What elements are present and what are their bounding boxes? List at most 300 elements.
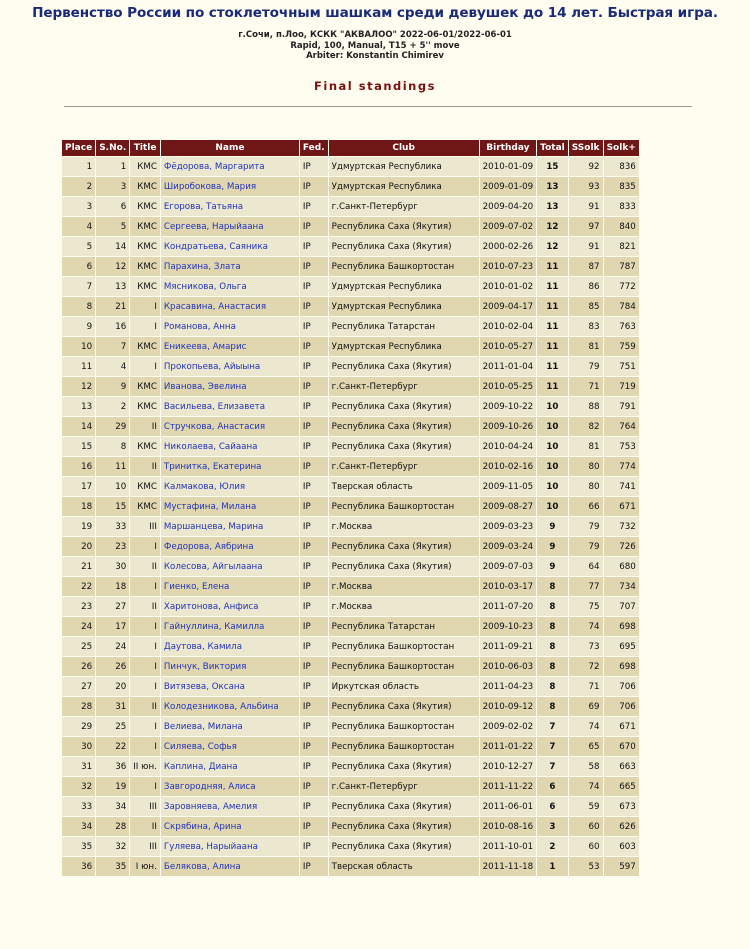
cell-place: 17: [62, 477, 95, 496]
player-name-link[interactable]: Калмакова, Юлия: [161, 477, 299, 496]
cell-sno: 30: [96, 557, 129, 576]
cell-title: I: [130, 577, 160, 596]
cell-place: 25: [62, 637, 95, 656]
cell-sno: 19: [96, 777, 129, 796]
cell-total: 11: [537, 357, 568, 376]
player-name-link[interactable]: Парахина, Злата: [161, 257, 299, 276]
cell-place: 24: [62, 617, 95, 636]
cell-solk-plus: 734: [604, 577, 639, 596]
cell-solk-plus: 670: [604, 737, 639, 756]
cell-birthday: 2009-03-24: [480, 537, 537, 556]
cell-total: 3: [537, 817, 568, 836]
cell-club: г.Москва: [329, 597, 479, 616]
cell-birthday: 2009-01-09: [480, 177, 537, 196]
cell-solk-plus: 835: [604, 177, 639, 196]
cell-solk-plus: 833: [604, 197, 639, 216]
player-name-link[interactable]: Кондратьева, Саяника: [161, 237, 299, 256]
cell-birthday: 2010-01-02: [480, 277, 537, 296]
cell-solk-plus: 698: [604, 657, 639, 676]
cell-place: 20: [62, 537, 95, 556]
cell-solk-plus: 787: [604, 257, 639, 276]
col-header-solk-plus: Solk+: [604, 140, 639, 156]
cell-sno: 25: [96, 717, 129, 736]
cell-club: Республика Саха (Якутия): [329, 417, 479, 436]
cell-ssolk: 74: [569, 717, 603, 736]
player-name-link[interactable]: Широбокова, Мария: [161, 177, 299, 196]
cell-title: II: [130, 557, 160, 576]
cell-title: I: [130, 537, 160, 556]
cell-club: г.Санкт-Петербург: [329, 197, 479, 216]
table-row: [62, 397, 639, 416]
cell-fed: IP: [300, 217, 328, 236]
cell-club: Республика Башкортостан: [329, 497, 479, 516]
cell-sno: 15: [96, 497, 129, 516]
table-row: [62, 417, 639, 436]
cell-ssolk: 60: [569, 837, 603, 856]
cell-sno: 31: [96, 697, 129, 716]
cell-title: КМС: [130, 237, 160, 256]
cell-club: Иркутская область: [329, 677, 479, 696]
cell-title: I юн.: [130, 857, 160, 876]
table-row: [62, 817, 639, 836]
player-name-link[interactable]: Пинчук, Виктория: [161, 657, 299, 676]
arbiter-line: Arbiter: Konstantin Chimirev: [306, 51, 444, 61]
player-name-link[interactable]: Колодезникова, Альбина: [161, 697, 299, 716]
cell-club: Республика Саха (Якутия): [329, 397, 479, 416]
cell-title: III: [130, 517, 160, 536]
cell-birthday: 2010-02-04: [480, 317, 537, 336]
table-row: [62, 517, 639, 536]
cell-club: Республика Саха (Якутия): [329, 837, 479, 856]
cell-title: I: [130, 317, 160, 336]
cell-ssolk: 64: [569, 557, 603, 576]
cell-solk-plus: 671: [604, 497, 639, 516]
cell-sno: 23: [96, 537, 129, 556]
cell-sno: 18: [96, 577, 129, 596]
cell-birthday: 2011-11-22: [480, 777, 537, 796]
player-name-link[interactable]: Егорова, Татьяна: [161, 197, 299, 216]
table-row: [62, 617, 639, 636]
cell-solk-plus: 626: [604, 817, 639, 836]
cell-birthday: 2009-03-23: [480, 517, 537, 536]
cell-ssolk: 79: [569, 357, 603, 376]
cell-total: 11: [537, 277, 568, 296]
cell-solk-plus: 774: [604, 457, 639, 476]
cell-title: КМС: [130, 197, 160, 216]
cell-sno: 21: [96, 297, 129, 316]
cell-sno: 20: [96, 677, 129, 696]
cell-total: 10: [537, 397, 568, 416]
cell-title: КМС: [130, 497, 160, 516]
cell-birthday: 2009-11-05: [480, 477, 537, 496]
cell-club: Республика Саха (Якутия): [329, 237, 479, 256]
player-name-link[interactable]: Фёдорова, Маргарита: [161, 157, 299, 176]
cell-sno: 24: [96, 637, 129, 656]
cell-sno: 8: [96, 437, 129, 456]
cell-club: Республика Татарстан: [329, 617, 479, 636]
cell-birthday: 2009-10-26: [480, 417, 537, 436]
cell-place: 34: [62, 817, 95, 836]
cell-total: 2: [537, 837, 568, 856]
cell-birthday: 2011-06-01: [480, 797, 537, 816]
cell-solk-plus: 695: [604, 637, 639, 656]
cell-total: 7: [537, 757, 568, 776]
cell-fed: IP: [300, 277, 328, 296]
player-name-link[interactable]: Федорова, Аябрина: [161, 537, 299, 556]
cell-fed: IP: [300, 737, 328, 756]
cell-total: 12: [537, 217, 568, 236]
cell-total: 10: [537, 457, 568, 476]
cell-title: II: [130, 417, 160, 436]
cell-solk-plus: 597: [604, 857, 639, 876]
cell-birthday: 2010-05-27: [480, 337, 537, 356]
cell-ssolk: 80: [569, 457, 603, 476]
player-name-link[interactable]: Завгородняя, Алиса: [161, 777, 299, 796]
player-name-link[interactable]: Мустафина, Милана: [161, 497, 299, 516]
cell-birthday: 2010-03-17: [480, 577, 537, 596]
cell-total: 8: [537, 577, 568, 596]
cell-title: КМС: [130, 337, 160, 356]
cell-fed: IP: [300, 177, 328, 196]
player-name-link[interactable]: Сергеева, Нарыйаана: [161, 217, 299, 236]
divider: [64, 106, 692, 107]
cell-total: 8: [537, 637, 568, 656]
cell-ssolk: 83: [569, 317, 603, 336]
player-name-link[interactable]: Иванова, Эвелина: [161, 377, 299, 396]
col-header-name: Name: [161, 140, 299, 156]
table-row: [62, 697, 639, 716]
cell-total: 8: [537, 617, 568, 636]
cell-title: I: [130, 637, 160, 656]
cell-place: 28: [62, 697, 95, 716]
cell-fed: IP: [300, 257, 328, 276]
col-header-ssolk: SSolk: [569, 140, 603, 156]
player-name-link[interactable]: Тринитка, Екатерина: [161, 457, 299, 476]
cell-place: 12: [62, 377, 95, 396]
cell-club: Республика Саха (Якутия): [329, 797, 479, 816]
cell-place: 31: [62, 757, 95, 776]
cell-ssolk: 79: [569, 517, 603, 536]
cell-ssolk: 92: [569, 157, 603, 176]
cell-club: Республика Саха (Якутия): [329, 537, 479, 556]
cell-place: 4: [62, 217, 95, 236]
cell-place: 6: [62, 257, 95, 276]
cell-birthday: 2010-04-24: [480, 437, 537, 456]
cell-birthday: 2009-02-02: [480, 717, 537, 736]
table-row: [62, 457, 639, 476]
cell-title: КМС: [130, 277, 160, 296]
cell-club: Республика Башкортостан: [329, 637, 479, 656]
player-name-link[interactable]: Даутова, Камила: [161, 637, 299, 656]
cell-birthday: 2010-07-23: [480, 257, 537, 276]
cell-fed: IP: [300, 417, 328, 436]
cell-place: 2: [62, 177, 95, 196]
cell-total: 8: [537, 697, 568, 716]
col-header-fed: Fed.: [300, 140, 328, 156]
cell-sno: 32: [96, 837, 129, 856]
player-name-link[interactable]: Скрябина, Арина: [161, 817, 299, 836]
cell-sno: 16: [96, 317, 129, 336]
cell-club: Республика Башкортостан: [329, 717, 479, 736]
cell-sno: 10: [96, 477, 129, 496]
table-row: [62, 657, 639, 676]
cell-title: КМС: [130, 177, 160, 196]
cell-ssolk: 88: [569, 397, 603, 416]
cell-fed: IP: [300, 157, 328, 176]
cell-place: 8: [62, 297, 95, 316]
cell-total: 10: [537, 437, 568, 456]
table-row: [62, 197, 639, 216]
cell-birthday: 2011-09-21: [480, 637, 537, 656]
player-name-link[interactable]: Гуляева, Нарыйаана: [161, 837, 299, 856]
table-row: [62, 177, 639, 196]
cell-birthday: 2009-10-22: [480, 397, 537, 416]
cell-fed: IP: [300, 577, 328, 596]
cell-ssolk: 75: [569, 597, 603, 616]
cell-ssolk: 53: [569, 857, 603, 876]
cell-sno: 5: [96, 217, 129, 236]
cell-solk-plus: 772: [604, 277, 639, 296]
cell-fed: IP: [300, 537, 328, 556]
col-header-birthday: Birthday: [480, 140, 537, 156]
cell-fed: IP: [300, 197, 328, 216]
table-row: [62, 637, 639, 656]
cell-fed: IP: [300, 397, 328, 416]
cell-birthday: 2011-01-04: [480, 357, 537, 376]
table-row: [62, 317, 639, 336]
cell-solk-plus: 671: [604, 717, 639, 736]
cell-place: 18: [62, 497, 95, 516]
player-name-link[interactable]: Красавина, Анастасия: [161, 297, 299, 316]
cell-birthday: 2011-01-22: [480, 737, 537, 756]
cell-club: Удмуртская Республика: [329, 337, 479, 356]
cell-club: Республика Татарстан: [329, 317, 479, 336]
cell-fed: IP: [300, 717, 328, 736]
table-row: [62, 297, 639, 316]
cell-title: I: [130, 297, 160, 316]
col-header-title: Title: [130, 140, 160, 156]
cell-ssolk: 65: [569, 737, 603, 756]
cell-fed: IP: [300, 697, 328, 716]
tournament-info: [0, 30, 750, 62]
cell-title: II: [130, 817, 160, 836]
cell-total: 6: [537, 777, 568, 796]
cell-title: КМС: [130, 437, 160, 456]
cell-sno: 26: [96, 657, 129, 676]
cell-birthday: 2010-12-27: [480, 757, 537, 776]
cell-sno: 7: [96, 337, 129, 356]
cell-birthday: 2010-09-12: [480, 697, 537, 716]
cell-fed: IP: [300, 297, 328, 316]
cell-club: Республика Башкортостан: [329, 737, 479, 756]
cell-birthday: 2009-04-17: [480, 297, 537, 316]
cell-title: I: [130, 777, 160, 796]
table-row: [62, 477, 639, 496]
player-name-link[interactable]: Маршанцева, Марина: [161, 517, 299, 536]
table-row: [62, 757, 639, 776]
table-row: [62, 557, 639, 576]
cell-club: Республика Саха (Якутия): [329, 697, 479, 716]
player-name-link[interactable]: Витязева, Оксана: [161, 677, 299, 696]
cell-solk-plus: 840: [604, 217, 639, 236]
cell-place: 14: [62, 417, 95, 436]
cell-club: Республика Башкортостан: [329, 257, 479, 276]
cell-birthday: 2011-10-01: [480, 837, 537, 856]
cell-title: II: [130, 697, 160, 716]
cell-solk-plus: 741: [604, 477, 639, 496]
cell-club: Удмуртская Республика: [329, 297, 479, 316]
cell-fed: IP: [300, 677, 328, 696]
player-name-link[interactable]: Велиева, Милана: [161, 717, 299, 736]
cell-fed: IP: [300, 857, 328, 876]
cell-total: 10: [537, 497, 568, 516]
table-row: [62, 597, 639, 616]
player-name-link[interactable]: Еникеева, Амарис: [161, 337, 299, 356]
cell-ssolk: 73: [569, 637, 603, 656]
cell-solk-plus: 784: [604, 297, 639, 316]
cell-club: Тверская область: [329, 857, 479, 876]
table-row: [62, 237, 639, 256]
venue-date-line: г.Сочи, п.Лоо, КСКК "АКВАЛОО" 2022-06-01/2022-06-01: [238, 30, 512, 40]
cell-total: 10: [537, 417, 568, 436]
cell-title: КМС: [130, 397, 160, 416]
cell-club: г.Москва: [329, 577, 479, 596]
player-name-link[interactable]: Заровняева, Амелия: [161, 797, 299, 816]
cell-place: 29: [62, 717, 95, 736]
cell-club: Республика Башкортостан: [329, 657, 479, 676]
cell-place: 30: [62, 737, 95, 756]
cell-place: 11: [62, 357, 95, 376]
player-name-link[interactable]: Стручкова, Анастасия: [161, 417, 299, 436]
cell-sno: 13: [96, 277, 129, 296]
cell-solk-plus: 732: [604, 517, 639, 536]
cell-solk-plus: 821: [604, 237, 639, 256]
cell-solk-plus: 751: [604, 357, 639, 376]
cell-ssolk: 60: [569, 817, 603, 836]
cell-fed: IP: [300, 237, 328, 256]
cell-title: II: [130, 457, 160, 476]
cell-place: 5: [62, 237, 95, 256]
cell-place: 27: [62, 677, 95, 696]
cell-solk-plus: 706: [604, 697, 639, 716]
cell-solk-plus: 719: [604, 377, 639, 396]
cell-title: III: [130, 837, 160, 856]
cell-total: 10: [537, 477, 568, 496]
table-row: [62, 437, 639, 456]
cell-total: 6: [537, 797, 568, 816]
player-name-link[interactable]: Васильева, Елизавета: [161, 397, 299, 416]
cell-solk-plus: 764: [604, 417, 639, 436]
player-name-link[interactable]: Романова, Анна: [161, 317, 299, 336]
cell-club: Республика Саха (Якутия): [329, 357, 479, 376]
cell-ssolk: 87: [569, 257, 603, 276]
cell-place: 22: [62, 577, 95, 596]
cell-birthday: 2010-02-16: [480, 457, 537, 476]
player-name-link[interactable]: Каплина, Диана: [161, 757, 299, 776]
cell-title: II: [130, 597, 160, 616]
cell-birthday: 2000-02-26: [480, 237, 537, 256]
player-name-link[interactable]: Гиенко, Елена: [161, 577, 299, 596]
cell-solk-plus: 698: [604, 617, 639, 636]
cell-sno: 36: [96, 757, 129, 776]
cell-birthday: 2009-07-02: [480, 217, 537, 236]
cell-sno: 22: [96, 737, 129, 756]
cell-fed: IP: [300, 357, 328, 376]
cell-solk-plus: 663: [604, 757, 639, 776]
player-name-link[interactable]: Силяева, Софья: [161, 737, 299, 756]
player-name-link[interactable]: Белякова, Алина: [161, 857, 299, 876]
player-name-link[interactable]: Прокопьева, Айыына: [161, 357, 299, 376]
cell-fed: IP: [300, 517, 328, 536]
cell-place: 33: [62, 797, 95, 816]
cell-birthday: 2009-04-20: [480, 197, 537, 216]
table-row: [62, 857, 639, 876]
cell-place: 10: [62, 337, 95, 356]
table-row: [62, 797, 639, 816]
cell-title: III: [130, 797, 160, 816]
player-name-link[interactable]: Мясникова, Ольга: [161, 277, 299, 296]
cell-club: Республика Саха (Якутия): [329, 817, 479, 836]
cell-fed: IP: [300, 817, 328, 836]
section-heading: Final standings: [314, 78, 436, 93]
cell-place: 9: [62, 317, 95, 336]
cell-total: 13: [537, 197, 568, 216]
col-header-total: Total: [537, 140, 568, 156]
cell-birthday: 2011-04-23: [480, 677, 537, 696]
cell-birthday: 2011-07-20: [480, 597, 537, 616]
cell-solk-plus: 759: [604, 337, 639, 356]
cell-ssolk: 79: [569, 537, 603, 556]
cell-fed: IP: [300, 437, 328, 456]
cell-sno: 12: [96, 257, 129, 276]
cell-birthday: 2009-07-03: [480, 557, 537, 576]
col-header-place: Place: [62, 140, 95, 156]
cell-title: I: [130, 357, 160, 376]
cell-place: 35: [62, 837, 95, 856]
cell-total: 12: [537, 237, 568, 256]
table-header-row: [62, 140, 639, 156]
cell-ssolk: 72: [569, 657, 603, 676]
cell-birthday: 2010-05-25: [480, 377, 537, 396]
cell-sno: 11: [96, 457, 129, 476]
table-row: [62, 837, 639, 856]
cell-sno: 1: [96, 157, 129, 176]
cell-ssolk: 91: [569, 237, 603, 256]
cell-place: 13: [62, 397, 95, 416]
cell-ssolk: 97: [569, 217, 603, 236]
cell-club: г.Санкт-Петербург: [329, 377, 479, 396]
cell-sno: 27: [96, 597, 129, 616]
cell-solk-plus: 680: [604, 557, 639, 576]
cell-total: 7: [537, 737, 568, 756]
cell-total: 7: [537, 717, 568, 736]
cell-solk-plus: 836: [604, 157, 639, 176]
player-name-link[interactable]: Николаева, Сайаана: [161, 437, 299, 456]
cell-fed: IP: [300, 757, 328, 776]
cell-fed: IP: [300, 797, 328, 816]
player-name-link[interactable]: Колесова, Айгылаана: [161, 557, 299, 576]
player-name-link[interactable]: Харитонова, Анфиса: [161, 597, 299, 616]
cell-birthday: 2011-11-18: [480, 857, 537, 876]
cell-fed: IP: [300, 637, 328, 656]
cell-title: I: [130, 737, 160, 756]
player-name-link[interactable]: Гайнуллина, Камилла: [161, 617, 299, 636]
cell-ssolk: 81: [569, 437, 603, 456]
cell-sno: 29: [96, 417, 129, 436]
cell-ssolk: 82: [569, 417, 603, 436]
table-row: [62, 357, 639, 376]
col-header-sno: S.No.: [96, 140, 129, 156]
